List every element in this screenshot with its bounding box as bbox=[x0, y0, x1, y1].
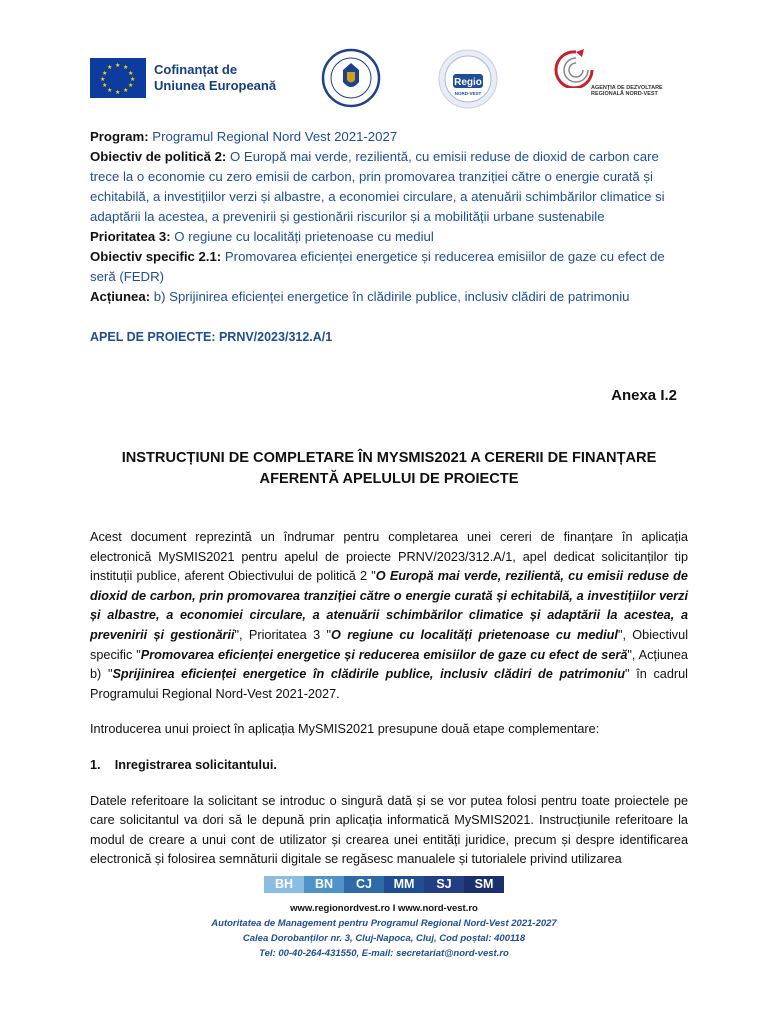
action-label: Acțiunea: bbox=[90, 289, 151, 304]
intro-emphasis-priority: O regiune cu localități prietenoase cu mediul bbox=[331, 627, 618, 642]
document-title-line2: AFERENTĂ APELULUI DE PROIECTE bbox=[259, 471, 519, 487]
intro-text-g: ", Acțiunea b) " bbox=[90, 647, 688, 682]
intro-emphasis-specific: Promovarea eficienței energetice și reducerea emisiilor de gaze cu efect de seră bbox=[140, 647, 628, 662]
step-number: 1. bbox=[90, 757, 101, 772]
eu-flag-icon: ★ ★ ★ ★ ★ ★ ★ ★ ★ ★ ★ ★ bbox=[90, 58, 146, 98]
county-code-mm: MM bbox=[384, 876, 424, 893]
adr-logo-text: AGENȚIA DE DEZVOLTARE REGIONALĂ NORD-VEST bbox=[591, 85, 663, 97]
county-code-bn: BN bbox=[304, 876, 344, 893]
county-code-sm: SM bbox=[464, 876, 504, 893]
county-code-sj: SJ bbox=[424, 876, 464, 893]
step-heading bbox=[90, 756, 688, 776]
intro-text-c: ", Prioritatea 3 " bbox=[234, 627, 331, 642]
intro-text-a: Acest document reprezintă un îndrumar pentru completarea unei cereri de finanțare în aplicația electronică MySMIS2021 pentru apelul de proiecte PRNV/2023/312.A/1, apel dedicat solicitanților tip instituții publice, aferent Obiectivului de politică 2 " bbox=[90, 530, 688, 584]
priority-label: Prioritatea 3: bbox=[90, 229, 171, 244]
intro-paragraph bbox=[90, 528, 688, 704]
logo-row bbox=[0, 48, 768, 112]
intro-text-e: ", Obiectivul specific " bbox=[90, 627, 689, 662]
priority-value: O regiune cu localități prietenoase cu mediul bbox=[174, 229, 434, 244]
footer-websites: www.regionordvest.ro I www.nord-vest.ro bbox=[290, 903, 478, 914]
eu-logo-line2: Uniunea Europeană bbox=[154, 78, 277, 93]
intro-text-i: " în cadrul Programului Regional Nord-Vest 2021-2027. bbox=[90, 667, 689, 701]
program-label: Program: bbox=[90, 129, 149, 144]
specific-objective-value: Promovarea eficienței energetice și reducerea emisiilor de gaze cu efect de seră (FEDR) bbox=[90, 249, 665, 284]
document-title bbox=[90, 448, 688, 490]
policy-objective-value: O Europă mai verde, rezilientă, cu emisii reduse de dioxid de carbon care trece la o economie cu zero emisii de carbon, prin promovarea tranziției către o energie curată și echitabilă, a investițiilor verzi și albastre, a economiei circulare, a atenuării schimbărilor climatice si adaptării la acestea, a prevenirii și gestionării riscurilor și a mobilității urbane sustenabile bbox=[90, 149, 665, 224]
steps-intro-paragraph: Introducerea unui proiect în aplicația MySMIS2021 presupune două etape complementare: bbox=[90, 722, 600, 737]
step-title: Inregistrarea solicitantului. bbox=[114, 757, 277, 772]
policy-objective-label: Obiectiv de politică 2: bbox=[90, 149, 227, 164]
program-value: Programul Regional Nord Vest 2021-2027 bbox=[152, 129, 398, 144]
document-body bbox=[90, 528, 688, 870]
romanian-government-seal-icon bbox=[321, 48, 381, 108]
county-code-cj: CJ bbox=[344, 876, 384, 893]
adr-nord-vest-logo bbox=[544, 48, 674, 112]
applicant-data-paragraph: Datele referitoare la solicitant se introduc o singură dată și se vor putea folosi pentru toate proiectele pe care solicitantul va dori să le depună prin aplicația informatică MySMIS2021. Instrucțiunile referitoare la modul de creare a unui cont de utilizator și crearea unei entități juridice, precum și despre identificarea electronică și folosirea semnăturii digitale se regăsesc manualele și tutorialele privind utilizarea bbox=[90, 793, 688, 867]
regio-logo-text: Regio bbox=[454, 77, 482, 88]
call-for-projects-code: APEL DE PROIECTE: PRNV/2023/312.A/1 bbox=[90, 330, 333, 344]
footer-address: Calea Dorobanților nr. 3, Cluj-Napoca, Cluj, Cod poștal: 400118 bbox=[242, 933, 526, 944]
intro-emphasis-policy: O Europă mai verde, rezilientă, cu emisii reduse de dioxid de carbon, prin promovarea tranziției către o energie curată și echitabilă, a investițiilor verzi și albastre, a economiei circulare, a atenuării schimbărilor climatice și adaptării la acestea, a prevenirii și gestionării bbox=[90, 569, 688, 642]
intro-emphasis-action: Sprijinirea eficienței energetice în clădirile publice, inclusiv clădiri de patrimoniu bbox=[112, 667, 626, 682]
document-title-line1: INSTRUCȚIUNI DE COMPLETARE ÎN MYSMIS2021 A CERERII DE FINANȚARE bbox=[121, 450, 657, 466]
eu-logo-line1: Cofinanțat de bbox=[154, 62, 238, 77]
eu-cofinancing-logo bbox=[90, 58, 276, 98]
regio-nord-vest-logo bbox=[437, 48, 499, 110]
county-code-bar bbox=[264, 876, 504, 893]
page-footer bbox=[0, 901, 768, 961]
county-code-bh: BH bbox=[264, 876, 304, 893]
adr-emblem-icon bbox=[546, 48, 606, 88]
regio-logo-subtext: NORD-VEST bbox=[454, 91, 482, 96]
program-info bbox=[90, 127, 688, 307]
specific-objective-label: Obiectiv specific 2.1: bbox=[90, 249, 222, 264]
action-value: b) Sprijinirea eficienței energetice în clădirile publice, inclusiv clădiri de patrimoniu bbox=[153, 289, 630, 304]
footer-authority: Autoritatea de Management pentru Programul Regional Nord-Vest 2021-2027 bbox=[211, 918, 557, 929]
annex-label: Anexa I.2 bbox=[611, 387, 677, 404]
footer-contact: Tel: 00-40-264-431550, E-mail: secretariat@nord-vest.ro bbox=[259, 948, 509, 959]
